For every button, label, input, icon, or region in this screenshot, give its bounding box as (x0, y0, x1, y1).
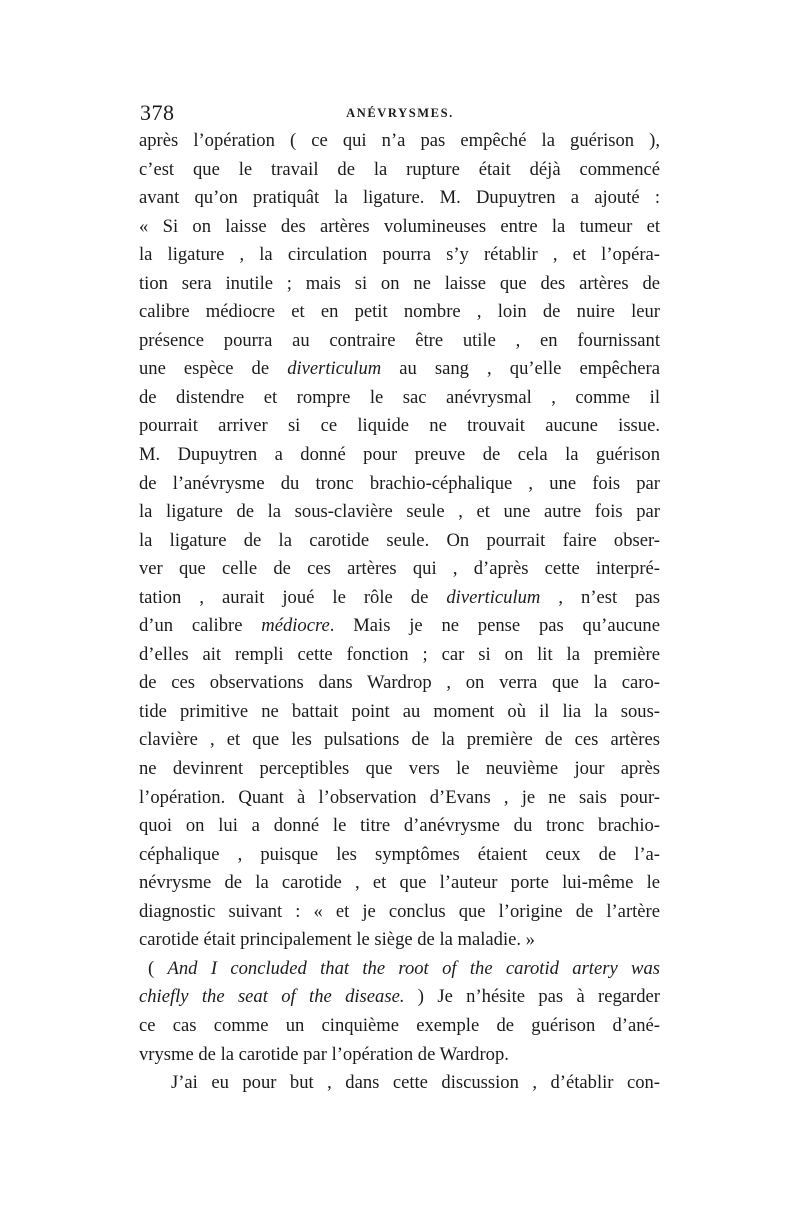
running-head (140, 98, 660, 128)
text-line (139, 270, 660, 299)
text-span: carotide était principalement le siège de la maladie. » (139, 929, 535, 951)
text-span: l’opération. Quant à l’observation d’Evans , je ne sais pour- (139, 786, 660, 808)
text-span: vrysme de la carotide par l’opération de Wardrop. (139, 1043, 509, 1065)
text-line (139, 1069, 660, 1098)
text-line (139, 755, 660, 784)
text-span: de l’anévrysme du tronc brachio-céphalique , une fois par (139, 472, 660, 494)
text-line (139, 983, 660, 1012)
text-span: la ligature de la sous-clavière seule , et une autre fois par (139, 501, 660, 523)
text-line (139, 784, 660, 813)
running-title: ANÉVRYSMES. (346, 106, 454, 120)
text-line (139, 612, 660, 641)
text-span: c’est que le travail de la rupture était déjà commencé (139, 158, 660, 180)
page-number: 378 (140, 100, 175, 125)
text-line (139, 327, 660, 356)
text-span: calibre médiocre et en petit nombre , loin de nuire leur (139, 301, 660, 323)
text-line (139, 641, 660, 670)
text-line (139, 841, 660, 870)
text-line (139, 470, 660, 499)
text-line (139, 1012, 660, 1041)
text-span: d’un calibre (139, 615, 262, 637)
text-line (139, 669, 660, 698)
text-span: diagnostic suivant : « et je conclus que l’origine de l’artère (139, 900, 660, 922)
text-line (139, 812, 660, 841)
text-line (139, 441, 660, 470)
text-span: avant qu’on pratiquât la ligature. M. Dupuytren a ajouté : (139, 187, 660, 209)
text-line (139, 156, 660, 185)
body-text (139, 127, 660, 1098)
text-line (139, 527, 660, 556)
italic-text: And I concluded that the root of the carotid artery was (167, 957, 660, 979)
text-span: céphalique , puisque les symptômes étaient ceux de l’a- (139, 843, 660, 865)
text-span: névrysme de la carotide , et que l’auteur porte lui-même le (139, 872, 660, 894)
text-line (139, 584, 660, 613)
text-span: présence pourra au contraire être utile , en fournissant (139, 329, 660, 351)
italic-text: diverticulum (446, 586, 541, 608)
text-line (139, 898, 660, 927)
text-span: une espèce de (139, 358, 288, 380)
text-span: ne devinrent perceptibles que vers le neuvième jour après (139, 758, 660, 780)
text-line (139, 1041, 660, 1070)
text-line (139, 127, 660, 156)
text-line (139, 241, 660, 270)
text-line (139, 726, 660, 755)
text-line (139, 412, 660, 441)
text-span: J’ai eu pour but , dans cette discussion , d’établir con- (171, 1072, 660, 1094)
text-span: ) Je n’hésite pas à regarder (404, 986, 660, 1008)
text-span: tide primitive ne battait point au moment où il lia la sous- (139, 700, 660, 722)
italic-text: médiocre (261, 615, 330, 637)
text-line (139, 955, 660, 984)
text-line (139, 213, 660, 242)
text-span: tion sera inutile ; mais si on ne laisse que des artères de (139, 272, 660, 294)
text-line (139, 926, 660, 955)
text-span: de distendre et rompre le sac anévrysmal , comme il (139, 386, 660, 408)
italic-text: diverticulum (287, 358, 382, 380)
text-line (139, 869, 660, 898)
text-line (139, 184, 660, 213)
text-span: ver que celle de ces artères qui , d’après cette interpré- (139, 558, 660, 580)
text-span: « Si on laisse des artères volumineuses entre la tumeur et (139, 215, 660, 237)
text-line (139, 555, 660, 584)
text-span: de ces observations dans Wardrop , on verra que la caro- (139, 672, 660, 694)
text-span: pourrait arriver si ce liquide ne trouvait aucune issue. (139, 415, 660, 437)
text-span: au sang , qu’elle empêchera (381, 358, 660, 380)
text-line (139, 355, 660, 384)
text-line (139, 698, 660, 727)
text-span: quoi on lui a donné le titre d’anévrysme du tronc brachio- (139, 815, 660, 837)
text-span: clavière , et que les pulsations de la première de ces artères (139, 729, 660, 751)
italic-text: chiefly the seat of the disease. (139, 986, 405, 1008)
text-span: après l’opération ( ce qui n’a pas empêché la guérison ), (139, 130, 660, 151)
text-span: ce cas comme un cinquième exemple de guérison d’ané- (139, 1014, 660, 1036)
text-line (139, 498, 660, 527)
text-span: ( (148, 957, 168, 979)
text-span: la ligature , la circulation pourra s’y rétablir , et l’opéra- (139, 244, 660, 266)
text-span: tation , aurait joué le rôle de (139, 586, 447, 608)
text-span: la ligature de la carotide seule. On pourrait faire obser- (139, 529, 660, 551)
text-span: , n’est pas (540, 586, 661, 608)
text-span: . Mais je ne pense pas qu’aucune (329, 615, 660, 637)
text-line (139, 384, 660, 413)
text-span: M. Dupuytren a donné pour preuve de cela la guérison (139, 444, 660, 466)
text-span: d’elles ait rempli cette fonction ; car si on lit la première (139, 643, 660, 665)
text-line (139, 298, 660, 327)
